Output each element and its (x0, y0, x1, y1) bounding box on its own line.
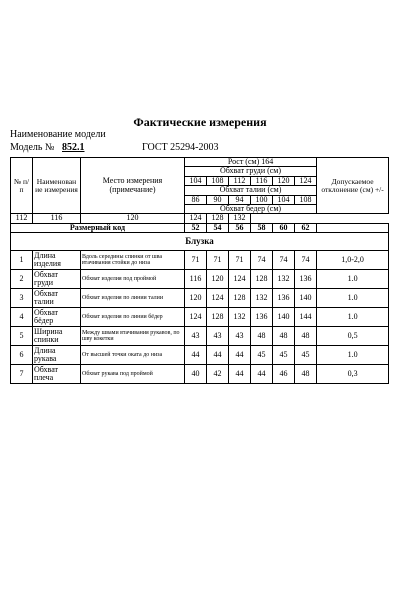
tolerance-value: 1.0 (317, 308, 389, 327)
measurement-value: 44 (251, 365, 273, 384)
measurement-value: 74 (273, 251, 295, 270)
measurement-place: Обхват изделия под проймой (81, 270, 185, 289)
waist-size-cell: 104 (273, 195, 295, 204)
model-label: Модель № (10, 142, 55, 153)
measurement-value: 74 (295, 251, 317, 270)
table-row (11, 308, 389, 327)
measurement-value: 136 (273, 289, 295, 308)
measurement-value: 44 (229, 365, 251, 384)
measurement-place: От высшей точки оката до низа (81, 346, 185, 365)
chest-size-cell: 112 (229, 176, 251, 185)
row-number: 6 (11, 346, 33, 365)
measurement-value: 140 (295, 289, 317, 308)
page-title: Фактические измерения (133, 115, 267, 129)
tolerance-value: 1.0 (317, 270, 389, 289)
measurement-value: 124 (185, 308, 207, 327)
measurement-value: 128 (229, 289, 251, 308)
measurement-value: 48 (295, 365, 317, 384)
row-number: 5 (11, 327, 33, 346)
model-line (10, 142, 218, 153)
size-code-tolerance-blank (317, 223, 389, 232)
size-code-label: Размерный код (11, 223, 185, 232)
measurement-value: 48 (251, 327, 273, 346)
measurement-name: Обхват груди (33, 270, 81, 289)
size-code-cell: 62 (295, 223, 317, 232)
waist-label: Обхват талии (см) (185, 186, 317, 195)
tolerance-value: 1.0 (317, 289, 389, 308)
measurement-value: 132 (229, 308, 251, 327)
chest-size-cell: 116 (251, 176, 273, 185)
tolerance-value: 0,5 (317, 327, 389, 346)
measurement-value: 45 (273, 346, 295, 365)
measurement-place: Между швами втачивания рукавов, по шву кокетки (81, 327, 185, 346)
measurement-value: 48 (295, 327, 317, 346)
chest-size-cell: 104 (185, 176, 207, 185)
row-number: 4 (11, 308, 33, 327)
table-row (11, 346, 389, 365)
measurement-value: 140 (273, 308, 295, 327)
size-code-cell: 52 (185, 223, 207, 232)
measurement-value: 71 (207, 251, 229, 270)
section-title: Блузка (11, 233, 389, 251)
model-number: 852.1 (62, 142, 85, 153)
measurement-name: Обхват плеча (33, 365, 81, 384)
measurement-value: 128 (207, 308, 229, 327)
standard-label: ГОСТ 25294-2003 (142, 142, 219, 153)
measurement-value: 48 (273, 327, 295, 346)
measurement-value: 124 (229, 270, 251, 289)
chest-size-cell: 124 (295, 176, 317, 185)
measurement-name: Обхват талии (33, 289, 81, 308)
header-place: Место измерения (примечание) (81, 158, 185, 214)
header-tolerance: Допускаемое отклонение (см) +/- (317, 158, 389, 214)
header-num: № п/п (11, 158, 33, 214)
measurement-value: 43 (207, 327, 229, 346)
size-code-cell: 60 (273, 223, 295, 232)
row-number: 1 (11, 251, 33, 270)
measurement-value: 43 (229, 327, 251, 346)
model-caption: Наименование модели (10, 129, 106, 140)
measurement-value: 43 (185, 327, 207, 346)
waist-size-cell: 86 (185, 195, 207, 204)
measurement-value: 132 (251, 289, 273, 308)
hips-size-cell: 128 (207, 214, 229, 223)
measurement-value: 71 (229, 251, 251, 270)
hips-size-cell: 132 (229, 214, 251, 223)
table-row (11, 270, 389, 289)
measurement-value: 132 (273, 270, 295, 289)
tolerance-value: 0,3 (317, 365, 389, 384)
height-label: Рост (см) 164 (185, 158, 317, 167)
measurement-value: 45 (251, 346, 273, 365)
hips-size-cell: 112 (11, 214, 33, 223)
waist-size-cell: 90 (207, 195, 229, 204)
table-row (11, 327, 389, 346)
measurement-value: 44 (207, 346, 229, 365)
measurement-value: 71 (185, 251, 207, 270)
measurement-place: Обхват изделия по линии бёдер (81, 308, 185, 327)
measurement-value: 128 (251, 270, 273, 289)
measurement-place: Вдоль середины спинки от шва втачивания стойки до низа (81, 251, 185, 270)
measurements-table (10, 157, 389, 384)
hips-size-cell: 120 (81, 214, 185, 223)
measurement-value: 144 (295, 308, 317, 327)
measurement-value: 44 (229, 346, 251, 365)
waist-size-cell: 100 (251, 195, 273, 204)
size-code-cell: 56 (229, 223, 251, 232)
tolerance-value: 1,0-2,0 (317, 251, 389, 270)
row-number: 7 (11, 365, 33, 384)
chest-size-cell: 120 (273, 176, 295, 185)
size-code-cell: 58 (251, 223, 273, 232)
measurement-value: 44 (185, 346, 207, 365)
measurement-name: Длина изделия (33, 251, 81, 270)
row-number: 2 (11, 270, 33, 289)
measurement-place: Обхват рукава под проймой (81, 365, 185, 384)
table-row (11, 251, 389, 270)
row-number: 3 (11, 289, 33, 308)
measurement-value: 116 (185, 270, 207, 289)
hips-size-cell: 124 (185, 214, 207, 223)
measurement-value: 136 (295, 270, 317, 289)
measurement-value: 124 (207, 289, 229, 308)
measurement-name: Длина рукава (33, 346, 81, 365)
header-name: Наименован ие измерения (33, 158, 81, 214)
measurement-value: 120 (207, 270, 229, 289)
measurement-value: 120 (185, 289, 207, 308)
measurement-name: Обхват бёдер (33, 308, 81, 327)
hips-label: Обхват бедер (см) (185, 204, 317, 213)
size-code-cell: 54 (207, 223, 229, 232)
measurement-value: 45 (295, 346, 317, 365)
waist-size-cell: 108 (295, 195, 317, 204)
table-row (11, 289, 389, 308)
hips-size-cell: 116 (33, 214, 81, 223)
chest-size-cell: 108 (207, 176, 229, 185)
waist-size-cell: 94 (229, 195, 251, 204)
measurement-value: 40 (185, 365, 207, 384)
measurement-value: 136 (251, 308, 273, 327)
table-row (11, 365, 389, 384)
measurement-value: 46 (273, 365, 295, 384)
measurement-value: 74 (251, 251, 273, 270)
tolerance-value: 1.0 (317, 346, 389, 365)
measurement-name: Ширина спинки (33, 327, 81, 346)
chest-label: Обхват груди (см) (185, 167, 317, 176)
measurement-value: 42 (207, 365, 229, 384)
measurement-place: Обхват изделия по линии талии (81, 289, 185, 308)
